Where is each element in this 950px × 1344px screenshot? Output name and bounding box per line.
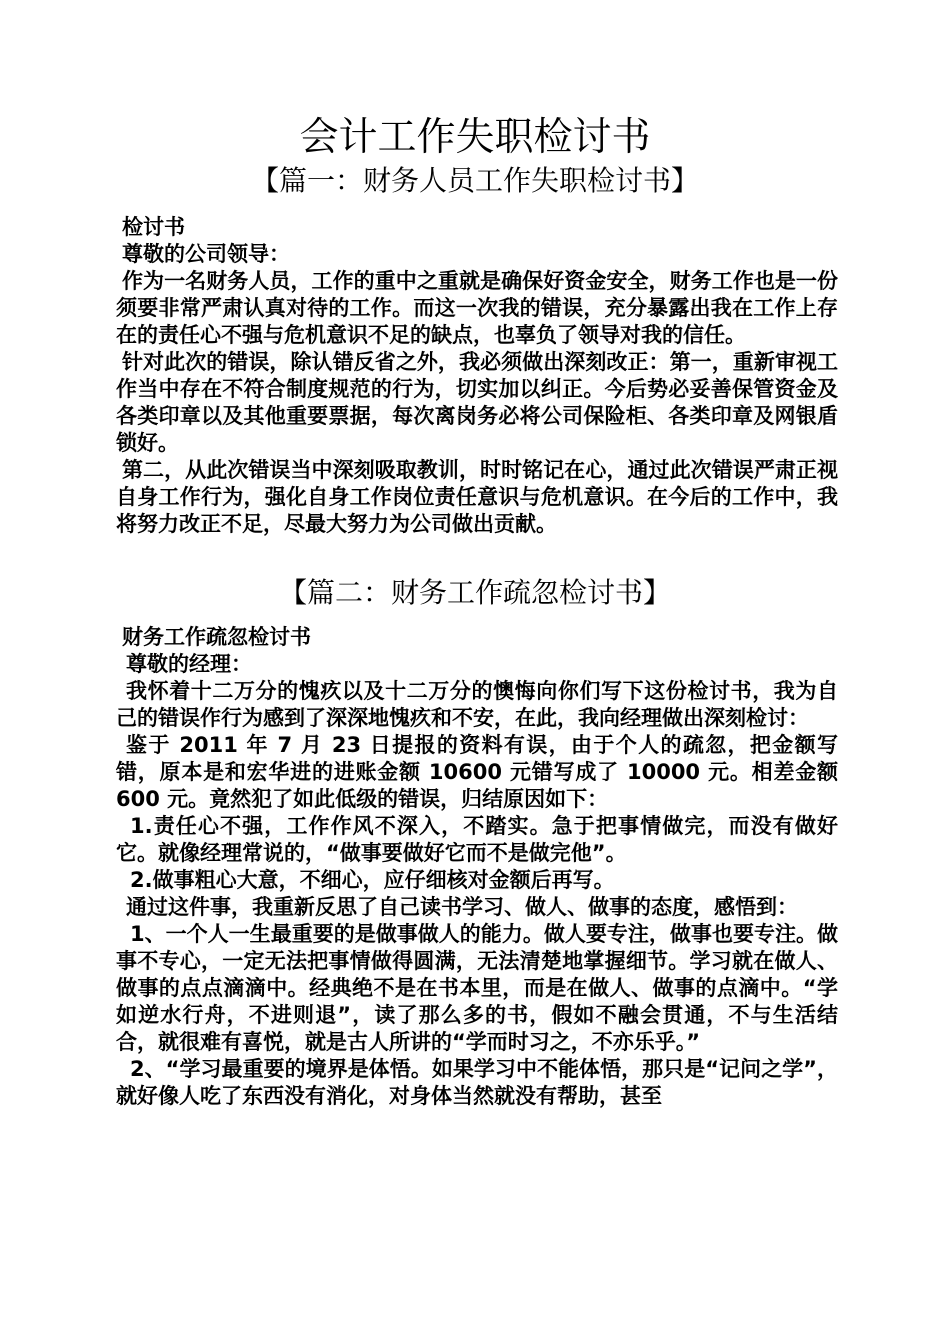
list-item: 1、一个人一生最重要的是做事做人的能力。做人要专注，做事也要专注。做事不专心，一定无法把事情做得圆满，无法清楚地掌握细节。学习就在做人、做事的点点滴滴中。经典绝不是在书本里，而是在做人、做事的点滴中。“学如逆水行舟，不进则退”，读了那么多的书，假如不融会贯通，不与生活结合，就很难有喜悦，就是古人所讲的“学而时习之，不亦乐乎。”	[116, 922, 838, 1054]
document-title: 会计工作失职检讨书	[299, 115, 651, 160]
list-item: 1.责任心不强，工作作风不深入，不踏实。急于把事情做完，而没有做好它。就像经理常说的，“做事要做好它而不是做完他”。	[116, 814, 838, 865]
list-item: 2、“学习最重要的境界是体悟。如果学习中不能体悟，那只是“记问之学”，就好像人吃了东西没有消化，对身体当然就没有帮助，甚至	[116, 1057, 838, 1108]
letter-heading: 财务工作疏忽检讨书	[122, 625, 311, 649]
section-body-1	[116, 214, 838, 538]
paragraph: 鉴于 2011 年 7 月 23 日提报的资料有误，由于个人的疏忽，把金额写错，原本是和宏华进的进账金额 10600 元错写成了 10000 元。相差金额 600 元。竟然犯了如此低级的错误，归结原因如下：	[116, 733, 838, 811]
section-heading-2: 【篇二：财务工作疏忽检讨书】	[278, 576, 671, 609]
letter-heading: 检讨书	[122, 215, 185, 239]
paragraph: 通过这件事，我重新反思了自己读书学习、做人、做事的态度，感悟到：	[126, 895, 798, 919]
paragraph: 作为一名财务人员，工作的重中之重就是确保好资金安全，财务工作也是一份须要非常严肃认真对待的工作。而这一次我的错误，充分暴露出我在工作上存在的责任心不强与危机意识不足的缺点，也辜负了领导对我的信任。	[116, 269, 838, 347]
salutation: 尊敬的经理：	[126, 652, 252, 676]
section-heading-1: 【篇一：财务人员工作失职检讨书】	[250, 164, 699, 197]
paragraph: 第二，从此次错误当中深刻吸取教训，时时铭记在心，通过此次错误严肃正视自身工作行为，强化自身工作岗位责任意识与危机意识。在今后的工作中，我将努力改正不足，尽最大努力为公司做出贡献。	[116, 458, 838, 536]
section-body-2	[116, 624, 838, 1110]
paragraph: 我怀着十二万分的愧疚以及十二万分的懊悔向你们写下这份检讨书，我为自己的错误作行为感到了深深地愧疚和不安，在此，我向经理做出深刻检讨：	[116, 679, 838, 730]
salutation: 尊敬的公司领导：	[122, 242, 290, 266]
paragraph: 针对此次的错误，除认错反省之外，我必须做出深刻改正：第一，重新审视工作当中存在不符合制度规范的行为，切实加以纠正。今后势必妥善保管资金及各类印章以及其他重要票据，每次离岗务必将公司保险柜、各类印章及网银盾锁好。	[116, 350, 838, 455]
list-item: 2.做事粗心大意，不细心，应仔细核对金额后再写。	[130, 868, 615, 892]
